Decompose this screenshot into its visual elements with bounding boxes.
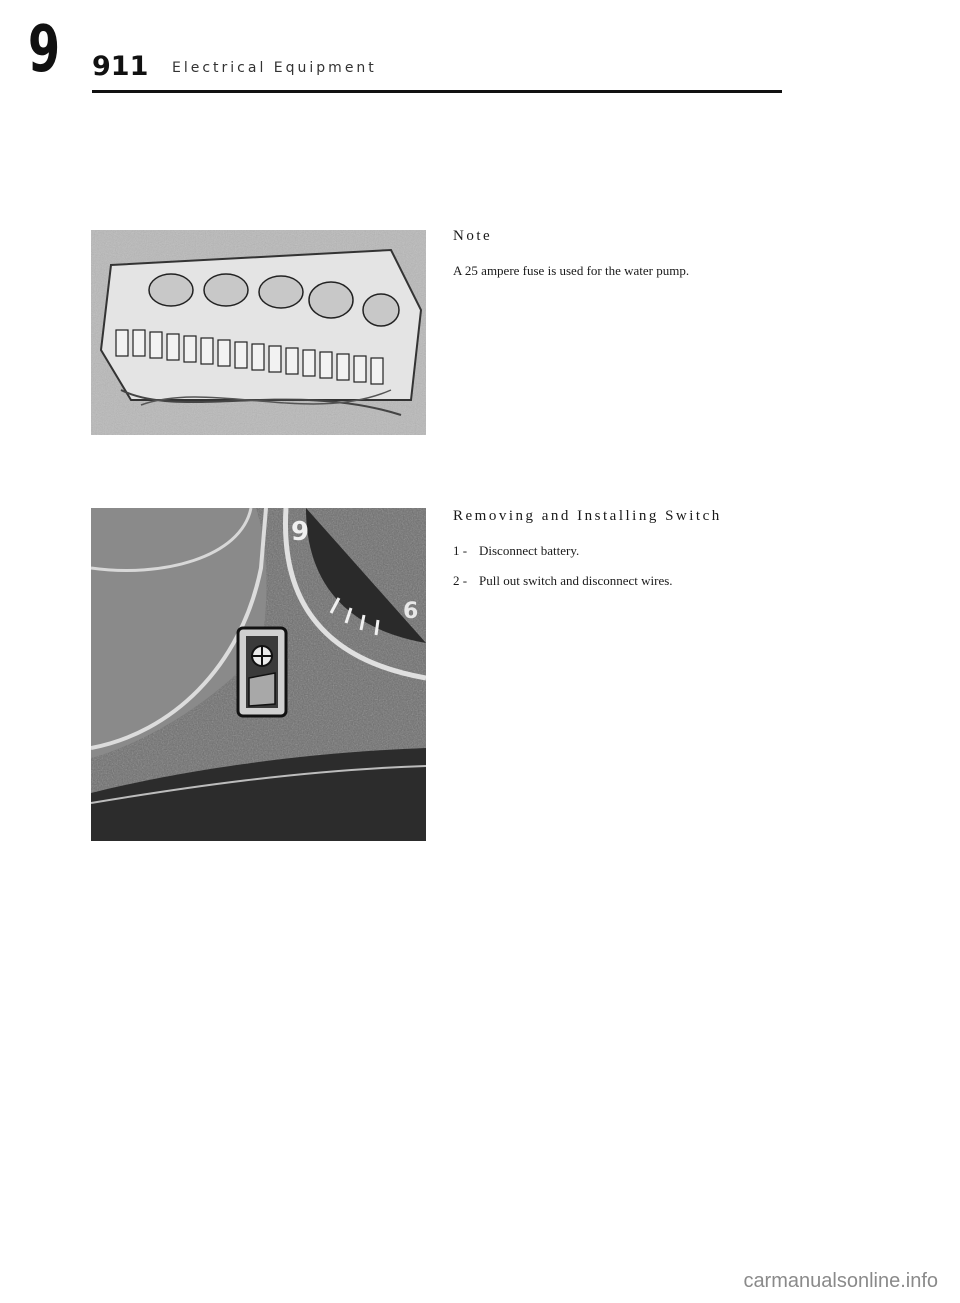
step-number: 2 - bbox=[453, 573, 468, 588]
fuse-box-photo bbox=[91, 230, 426, 435]
gauge-digit-9: 9 bbox=[291, 517, 310, 547]
procedure-section bbox=[453, 508, 873, 603]
model-label: 911 bbox=[92, 51, 149, 82]
step-text: Pull out switch and disconnect wires. bbox=[479, 573, 673, 588]
dashboard-switch-photo bbox=[91, 508, 426, 841]
procedure-heading: Removing and Installing Switch bbox=[453, 508, 722, 524]
rocker-switch bbox=[238, 628, 286, 716]
procedure-steps bbox=[453, 543, 873, 589]
watermark: carmanualsonline.info bbox=[743, 1270, 938, 1292]
note-heading: Note bbox=[453, 228, 493, 244]
note-text: A 25 ampere fuse is used for the water pump. bbox=[453, 263, 690, 278]
list-item bbox=[453, 573, 873, 589]
list-item bbox=[453, 543, 873, 559]
chapter-number: 9 bbox=[28, 13, 61, 87]
step-number: 1 - bbox=[453, 543, 468, 558]
gauge-digit-6: 6 bbox=[403, 599, 419, 624]
note-section bbox=[453, 228, 873, 279]
section-title: Electrical Equipment bbox=[172, 60, 377, 76]
step-text: Disconnect battery. bbox=[479, 543, 580, 558]
header-rule bbox=[92, 90, 782, 93]
